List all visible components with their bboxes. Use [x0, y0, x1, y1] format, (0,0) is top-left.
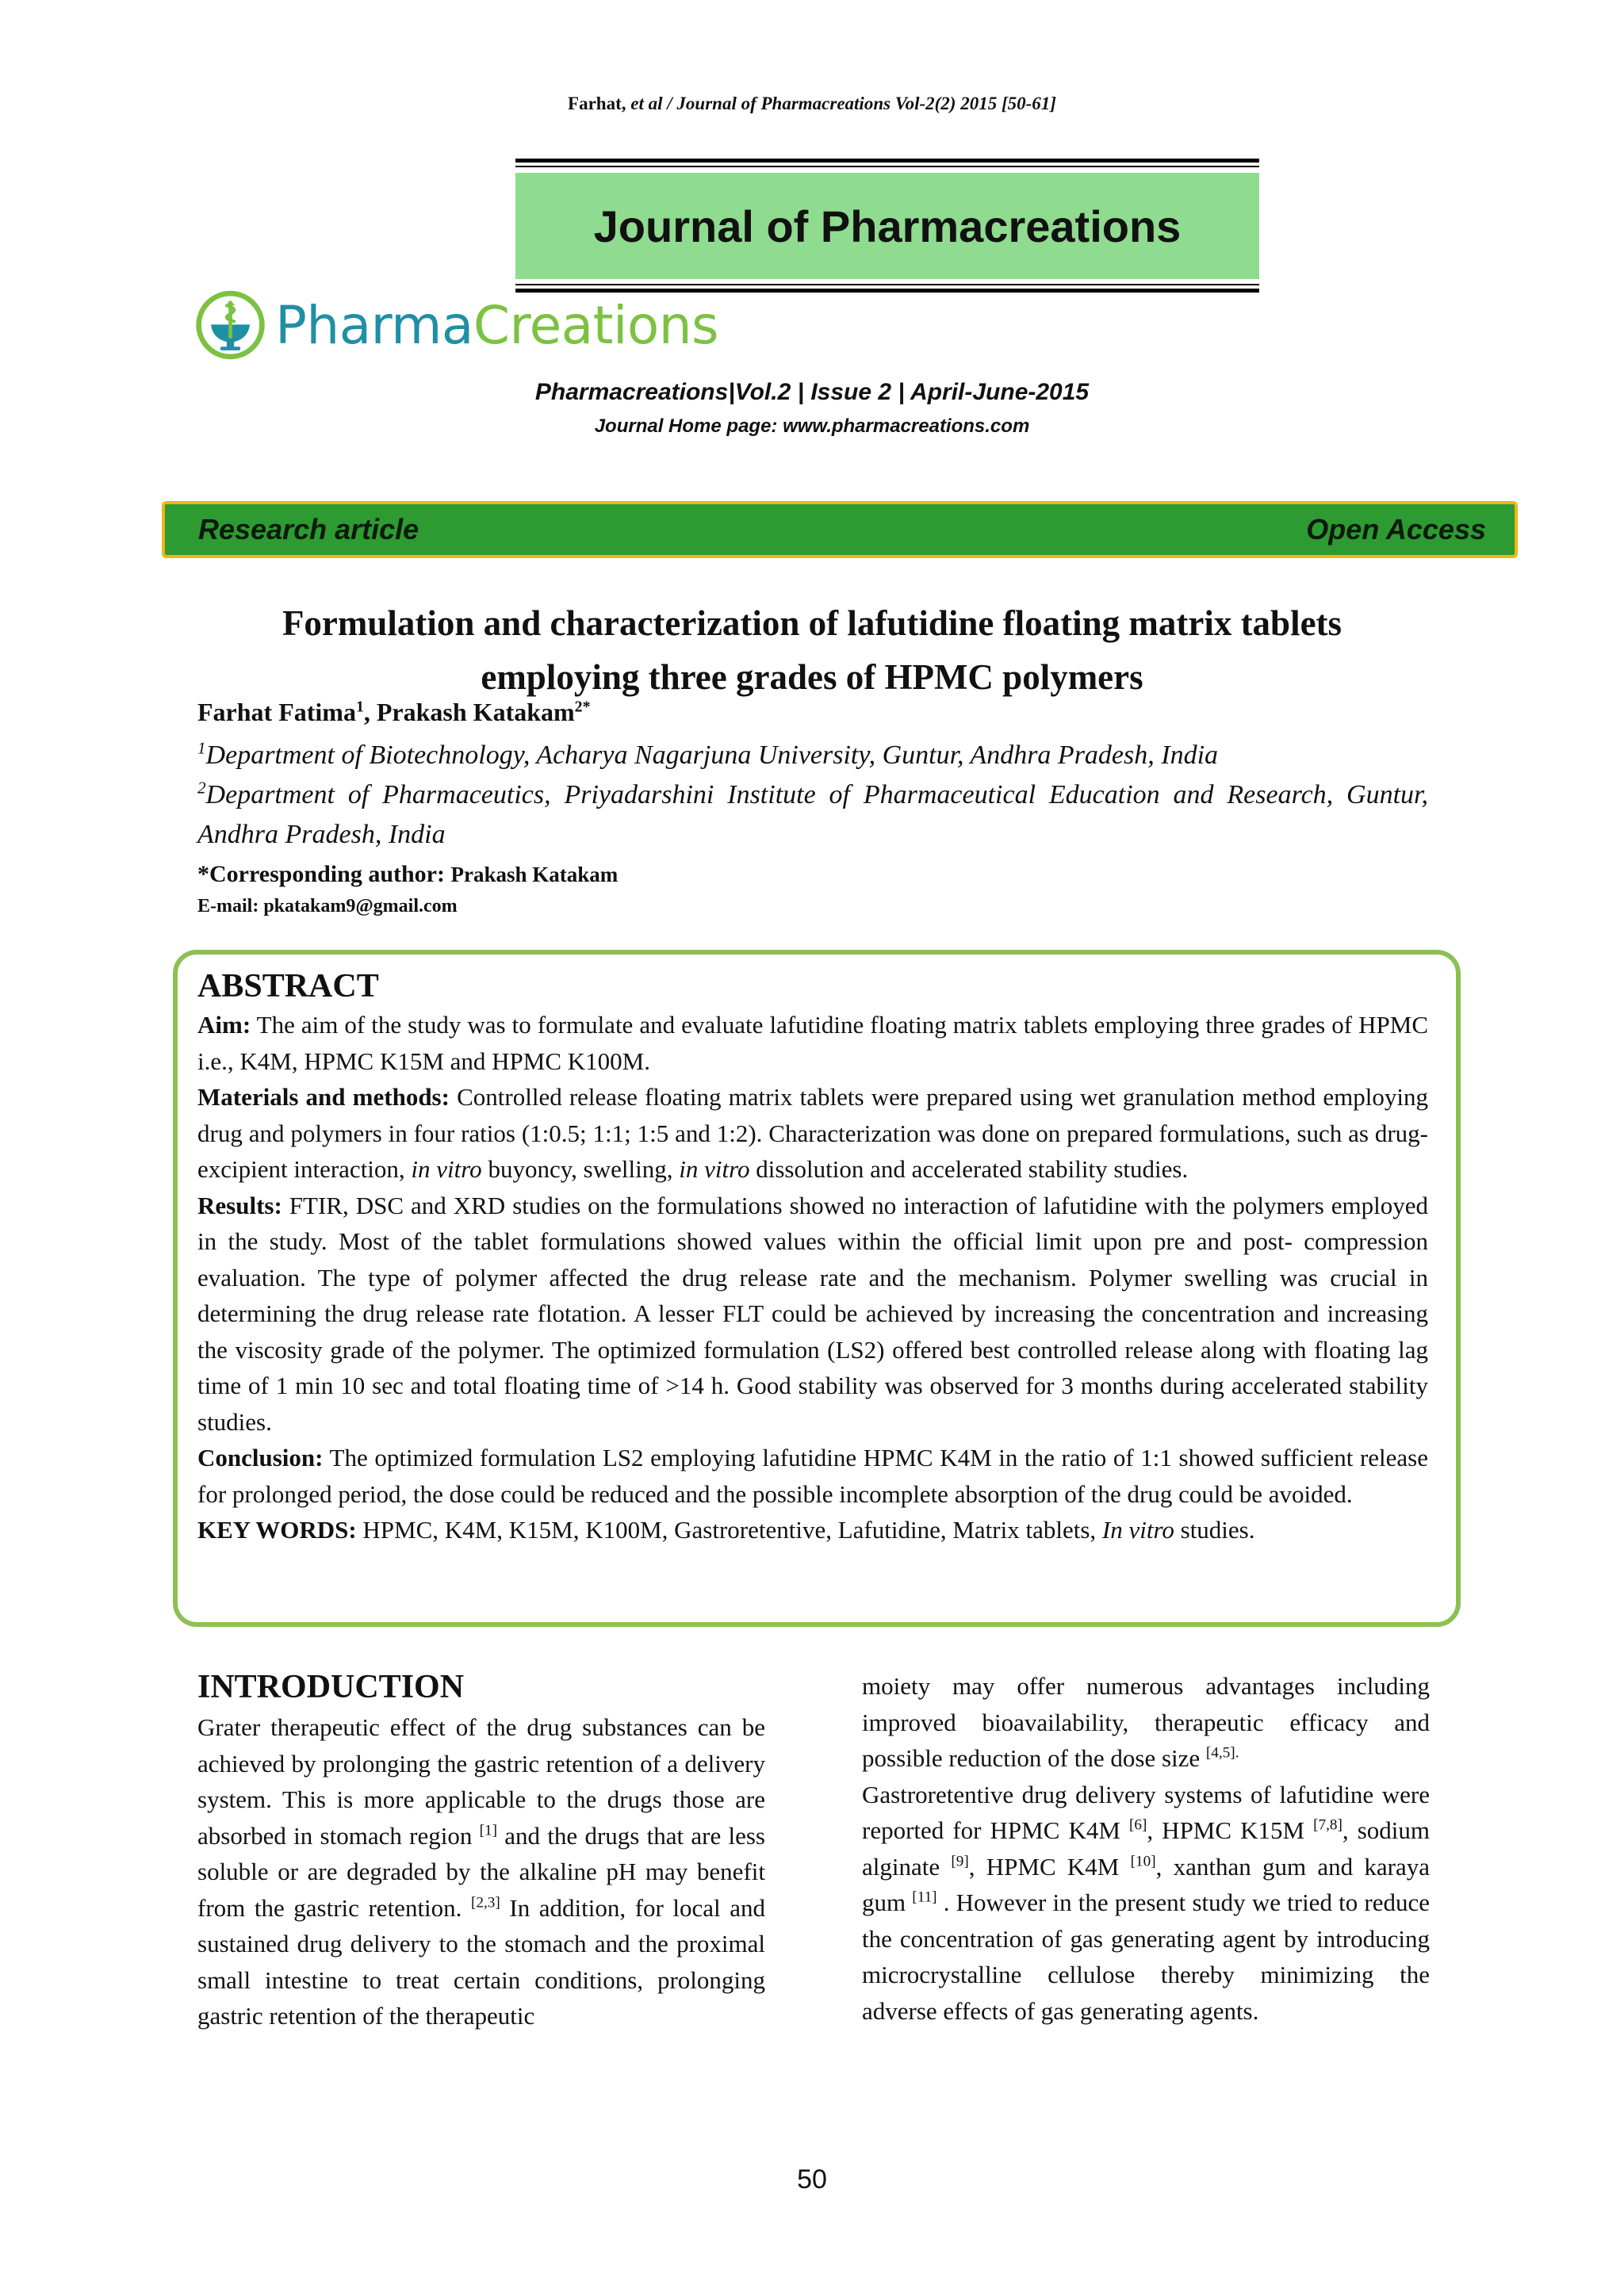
abstract: [197, 966, 1428, 1548]
issue-line: Pharmacreations|Vol.2 | Issue 2 | April-June-2015: [534, 379, 1090, 405]
logo-wordmark-part1: Pharma: [275, 294, 473, 356]
introduction-heading: INTRODUCTION: [197, 1669, 465, 1705]
results-text: FTIR, DSC and XRD studies on the formulations showed no interaction of lafutidine with the polymers employed in the study. Most of the tablet formulations showed values within the official limit upon pre and post- compression evaluation. The type of polymer affected the drug release rate and the mechanism. Polymer swelling was crucial in determining the drug release rate flotation. A lesser FLT could be achieved by increasing the concentration and increasing the viscosity grade of the polymer. The optimized formulation (LS2) offered best controlled release along with floating lag time of 1 min 10 sec and total floating time of >14 h. Good stability was observed for 3 months during accelerated stability studies.: [197, 1191, 1428, 1436]
conclusion-label: Conclusion:: [197, 1444, 324, 1471]
keywords-text: HPMC, K4M, K15M, K100M, Gastroretentive, Lafutidine, Matrix tablets,: [356, 1516, 1102, 1544]
citation-2-3: [2,3]: [471, 1894, 500, 1911]
article-type-banner: [162, 501, 1518, 558]
keywords-end: studies.: [1174, 1516, 1255, 1544]
methods-text-3: dissolution and accelerated stability studies.: [749, 1155, 1189, 1183]
citation-11: [11]: [912, 1888, 937, 1906]
caduceus-bowl-icon: [195, 272, 266, 378]
author-1: Farhat Fatima: [197, 698, 356, 726]
intro-r2-f: . However in the present study we tried to reduce the concentration of gas generating agent by introducing microcrystalline cellulose thereby minimizing the adverse effects of gas generating agents.: [862, 1888, 1430, 2025]
article-title: [119, 596, 1505, 704]
top-rule-thin: [515, 166, 1259, 167]
abstract-results: [197, 1188, 1428, 1441]
logo-wordmark: [275, 295, 718, 356]
running-head: [0, 94, 1624, 114]
author-1-affiliation: 1: [355, 698, 364, 716]
author-list: [197, 698, 591, 727]
abstract-heading: ABSTRACT: [197, 968, 379, 1004]
intro-r2-a: Gastroretentive drug delivery systems of lafutidine were reported for HPMC K4M: [862, 1780, 1430, 1844]
affiliation-2: [197, 775, 1428, 855]
citation-4-5: [4,5].: [1205, 1744, 1239, 1762]
affiliation-1-marker: 1: [197, 738, 206, 758]
intro-paragraph-2: [862, 1777, 1430, 2030]
corresponding-author: [197, 861, 618, 888]
logo-wordmark-part2: Creations: [473, 294, 718, 356]
running-head-etal: et al: [630, 94, 663, 113]
page-number: 50: [797, 2164, 827, 2195]
results-label: Results:: [197, 1191, 282, 1219]
aim-text: The aim of the study was to formulate and evaluate lafutidine floating matrix tablets employing three grades of HPMC i.e., K4M, HPMC K15M and HPMC K100M.: [197, 1011, 1428, 1075]
corresponding-name: Prakash Katakam: [450, 863, 619, 886]
affiliation-1: [197, 736, 1428, 775]
intro-r2-e: , xanthan gum and karaya gum: [862, 1852, 1430, 1916]
title-line-1: Formulation and characterization of lafutidine floating matrix tablets: [282, 603, 1342, 643]
methods-label: Materials and methods:: [197, 1083, 450, 1111]
introduction-left-column: [197, 1665, 765, 2034]
abstract-aim: [197, 1007, 1428, 1079]
intro-r2-d: , HPMC K4M: [968, 1852, 1131, 1881]
affiliation-1-text: Department of Biotechnology, Acharya Nagarjuna University, Guntur, Andhra Pradesh, India: [205, 740, 1219, 770]
pharmacreations-logo: [195, 270, 718, 381]
citation-10: [10]: [1130, 1853, 1156, 1870]
research-article-label: Research article: [198, 513, 419, 545]
methods-text-2: buyoncy, swelling,: [481, 1155, 680, 1183]
running-head-author: Farhat,: [568, 94, 626, 113]
abstract-methods: [197, 1079, 1428, 1188]
author-separator: ,: [363, 698, 377, 726]
citation-9: [9]: [951, 1853, 969, 1870]
author-2: Prakash Katakam: [376, 698, 575, 726]
running-head-journal-ref: / Journal of Pharmacreations Vol-2(2) 2015 [50-61]: [667, 94, 1056, 113]
abstract-keywords: [197, 1512, 1428, 1548]
journal-title: Journal of Pharmacreations: [515, 173, 1259, 279]
corresponding-email[interactable]: E-mail: pkatakam9@gmail.com: [197, 896, 458, 916]
journal-homepage: Journal Home page: www.pharmacreations.com: [594, 415, 1030, 437]
methods-in-vitro-1: in vitro: [411, 1155, 482, 1183]
citation-7-8: [7,8]: [1313, 1816, 1342, 1834]
corresponding-label: *Corresponding author:: [197, 861, 451, 887]
intro-paragraph-1: [197, 1709, 765, 2034]
title-line-2: employing three grades of HPMC polymers: [481, 657, 1143, 697]
open-access-label: Open Access: [1306, 513, 1486, 545]
top-rule-thick: [515, 159, 1259, 163]
keywords-in-vitro: In vitro: [1101, 1516, 1174, 1544]
intro-r1-a: moiety may offer numerous advantages including improved bioavailability, therapeutic efficacy and possible reduction of the dose size: [862, 1672, 1430, 1772]
intro-p1-b: and the drugs that are less soluble or are degraded by the alkaline pH may benefit from the gastric retention.: [197, 1821, 765, 1922]
affiliation-2-marker: 2: [197, 778, 206, 798]
abstract-conclusion: [197, 1440, 1428, 1512]
intro-paragraph-1-cont: [862, 1668, 1430, 1777]
introduction-right-column: [862, 1668, 1430, 2029]
aim-label: Aim:: [197, 1011, 251, 1039]
citation-1: [1]: [479, 1822, 498, 1839]
citation-6: [6]: [1128, 1816, 1147, 1834]
methods-in-vitro-2: in vitro: [679, 1155, 750, 1183]
author-2-affiliation: 2*: [574, 698, 591, 716]
intro-r2-b: , HPMC K15M: [1147, 1816, 1314, 1844]
intro-p1-c: In addition, for local and sustained drug delivery to the stomach and the proximal small intestine to treat certain conditions, prolonging gastric retention of the therapeutic: [197, 1893, 765, 2030]
intro-r2-c: , sodium alginate: [862, 1816, 1430, 1881]
keywords-label: KEY WORDS:: [197, 1516, 357, 1544]
methods-text-1: Controlled release floating matrix tablets were prepared using wet granulation method employing drug and polymers in four ratios (1:0.5; 1:1; 1:5 and 1:2). Characterization was done on prepared formulations, such as drug-excipient interaction,: [197, 1083, 1428, 1183]
conclusion-text: The optimized formulation LS2 employing lafutidine HPMC K4M in the ratio of 1:1 showed sufficient release for prolonged period, the dose could be reduced and the possible incomplete absorption of the drug could be avoided.: [197, 1444, 1428, 1508]
affiliation-2-text: Department of Pharmaceutics, Priyadarshini Institute of Pharmaceutical Education and Research, Guntur, Andhra Pradesh, India: [197, 780, 1428, 849]
intro-p1-a: Grater therapeutic effect of the drug substances can be achieved by prolonging the gastric retention of a delivery system. This is more applicable to the drugs those are absorbed in stomach region: [197, 1713, 765, 1850]
